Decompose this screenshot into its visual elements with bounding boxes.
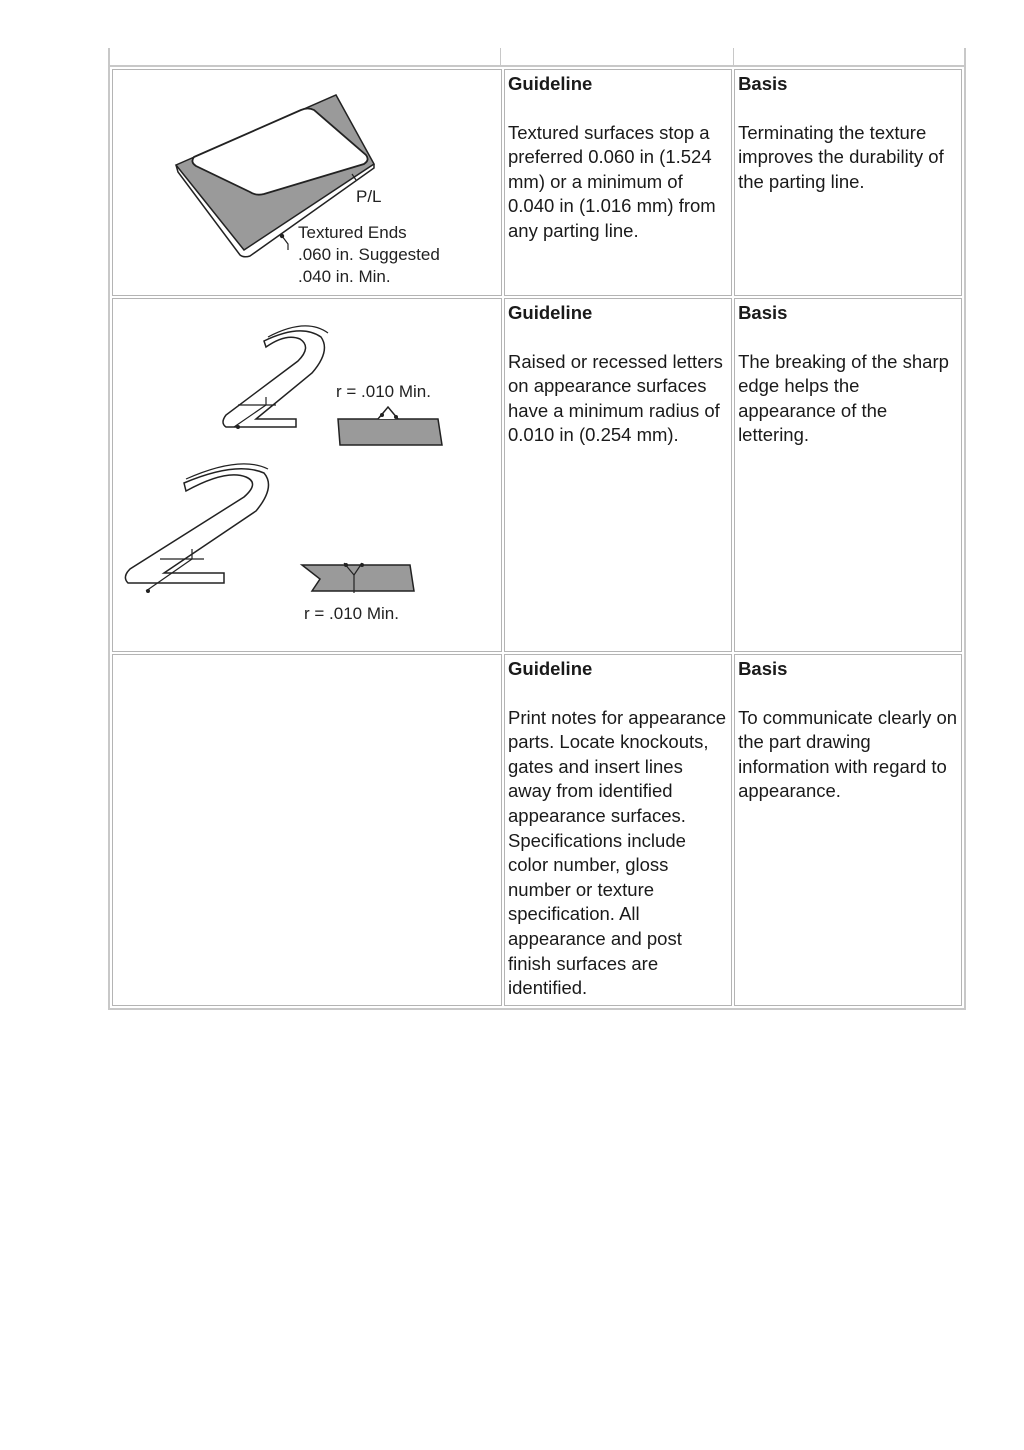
guideline-text: Raised or recessed letters on appearance surfaces have a minimum radius of 0.010 in (0.254 mm). <box>508 350 723 446</box>
textured-ends-label: Textured Ends <box>298 223 407 242</box>
table-row <box>112 654 962 1006</box>
radius-label-bottom: r = .010 Min. <box>304 604 399 623</box>
textured-block-figure-cell <box>112 69 502 296</box>
suggested-label: .060 in. Suggested <box>298 245 440 264</box>
basis-cell <box>734 298 962 652</box>
guideline-heading: Guideline <box>508 302 593 323</box>
basis-text: The breaking of the sharp edge helps the appearance of the lettering. <box>738 350 949 446</box>
parting-line-label: P/L <box>356 187 382 206</box>
basis-cell <box>734 69 962 296</box>
design-guideline-table <box>108 65 966 1010</box>
guideline-heading: Guideline <box>508 73 593 94</box>
basis-heading: Basis <box>738 302 788 323</box>
basis-cell <box>734 654 962 1006</box>
guideline-text: Print notes for appearance parts. Locate knockouts, gates and insert lines away from identified appearance surfaces. Specifications include color number, gloss number or texture specification. All appearance and post finish surfaces are identified. <box>508 706 727 999</box>
basis-heading: Basis <box>738 658 788 679</box>
guideline-cell <box>504 69 732 296</box>
radius-label-top: r = .010 Min. <box>336 382 431 401</box>
empty-figure-cell <box>112 654 502 1006</box>
guideline-heading: Guideline <box>508 658 593 679</box>
basis-heading: Basis <box>738 73 788 94</box>
table-row <box>112 298 962 652</box>
table-row <box>112 69 962 296</box>
minimum-label: .040 in. Min. <box>298 267 391 286</box>
basis-text: Terminating the texture improves the durability of the parting line. <box>738 121 944 192</box>
guideline-cell <box>504 298 732 652</box>
table-top-border <box>108 48 966 66</box>
guideline-cell <box>504 654 732 1006</box>
textured-block-figure <box>116 72 500 293</box>
basis-text: To communicate clearly on the part drawing information with regard to appearance. <box>738 706 958 802</box>
raised-recessed-letter-figure <box>116 301 500 649</box>
guideline-text: Textured surfaces stop a preferred 0.060 in (1.524 mm) or a minimum of 0.040 in (1.016 mm) from any parting line. <box>508 121 716 241</box>
raised-letter-figure-cell <box>112 298 502 652</box>
